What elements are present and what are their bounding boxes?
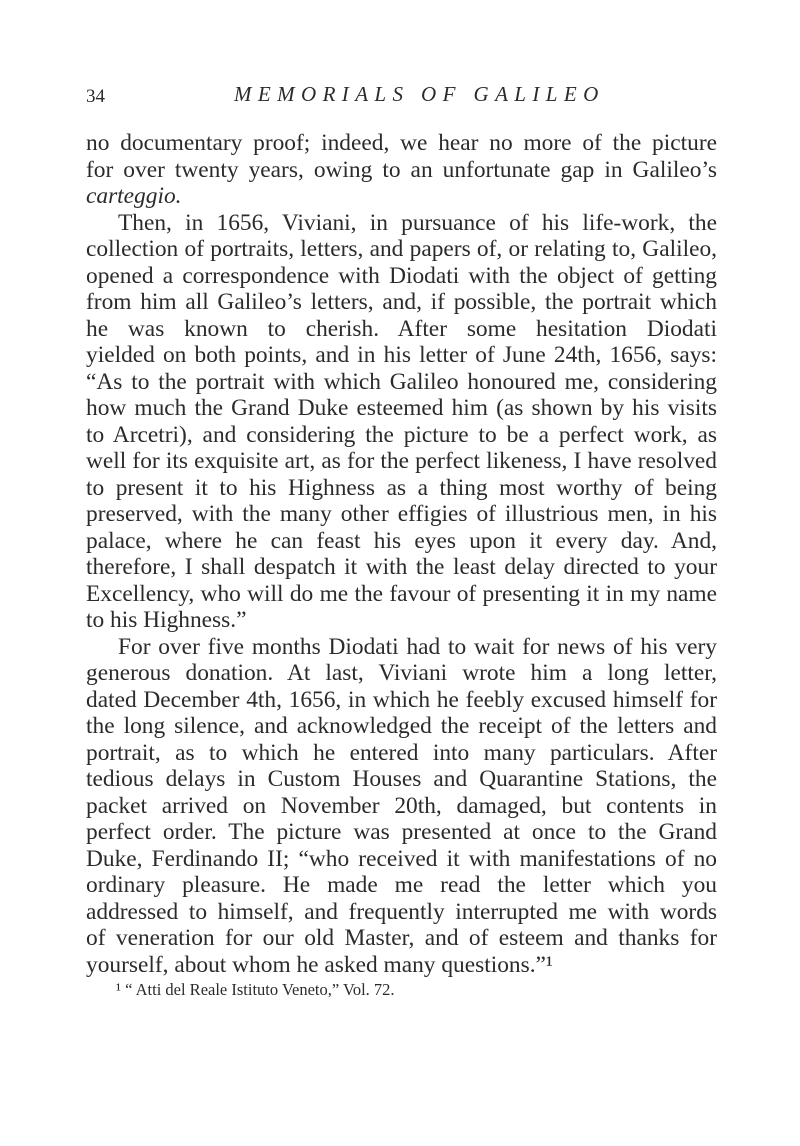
text-line: Excellency, who will do me the favour of presenting it in my name [86, 580, 717, 607]
text-line: to Arcetri), and considering the picture to be a perfect work, as [86, 421, 717, 448]
text-line: packet arrived on November 20th, damaged, but contents in [86, 792, 717, 819]
text-line: well for its exquisite art, as for the perfect likeness, I have resolved [86, 448, 717, 474]
text-line: ordinary pleasure. He made me read the letter which you [86, 872, 717, 898]
text-line: addressed to himself, and frequently interrupted me with words [86, 898, 717, 925]
text-line: of veneration for our old Master, and of esteem and thanks for [86, 925, 717, 951]
text-line: palace, where he can feast his eyes upon it every day. And, [86, 527, 717, 554]
text-line: yourself, about whom he asked many questions.”¹ [86, 951, 553, 978]
text-line: to his Highness.” [86, 607, 247, 633]
text-line: collection of portraits, letters, and papers of, or relating to, Galileo, [86, 236, 717, 262]
text-line: tedious delays in Custom Houses and Quarantine Stations, the [86, 766, 717, 792]
body-text [86, 130, 717, 1001]
footnote: ¹ “ Atti del Reale Istituto Veneto,” Vol. 72. [116, 980, 395, 999]
text-line: for over twenty years, owing to an unfortunate gap in Galileo’s [86, 156, 717, 183]
running-title: MEMORIALS OF GALILEO [234, 82, 605, 106]
text-line: the long silence, and acknowledged the receipt of the letters and [86, 713, 717, 739]
text-line: preserved, with the many other effigies of illustrious men, in his [86, 501, 717, 527]
text-line: portrait, as to which he entered into many particulars. After [86, 739, 717, 766]
text-line: therefore, I shall despatch it with the least delay directed to your [86, 554, 717, 580]
text-line: yielded on both points, and in his letter of June 24th, 1656, says: [86, 342, 717, 368]
text-line: how much the Grand Duke esteemed him (as shown by his visits [86, 395, 717, 421]
text-line: Then, in 1656, Viviani, in pursuance of his life-work, the [118, 209, 717, 236]
text-line: generous donation. At last, Viviani wrote him a long letter, [86, 660, 717, 686]
text-line: from him all Galileo’s letters, and, if possible, the portrait which [86, 289, 717, 315]
text-line: to present it to his Highness as a thing most worthy of being [86, 474, 717, 501]
text-line: perfect order. The picture was presented at once to the Grand [86, 819, 717, 845]
text-line: no documentary proof; indeed, we hear no more of the picture [86, 130, 717, 156]
text-line: Duke, Ferdinando II; “who received it with manifestations of no [86, 845, 717, 872]
text-line: “As to the portrait with which Galileo honoured me, considering [86, 368, 717, 395]
text-line: opened a correspondence with Diodati with the object of getting [86, 262, 717, 289]
page-header [0, 82, 800, 112]
text-line: dated December 4th, 1656, in which he feebly excused himself for [86, 686, 717, 713]
text-line: For over five months Diodati had to wait for news of his very [118, 633, 717, 660]
text-line: carteggio. [86, 183, 182, 209]
page-number: 34 [86, 86, 105, 107]
text-line: he was known to cherish. After some hesitation Diodati [86, 315, 717, 342]
